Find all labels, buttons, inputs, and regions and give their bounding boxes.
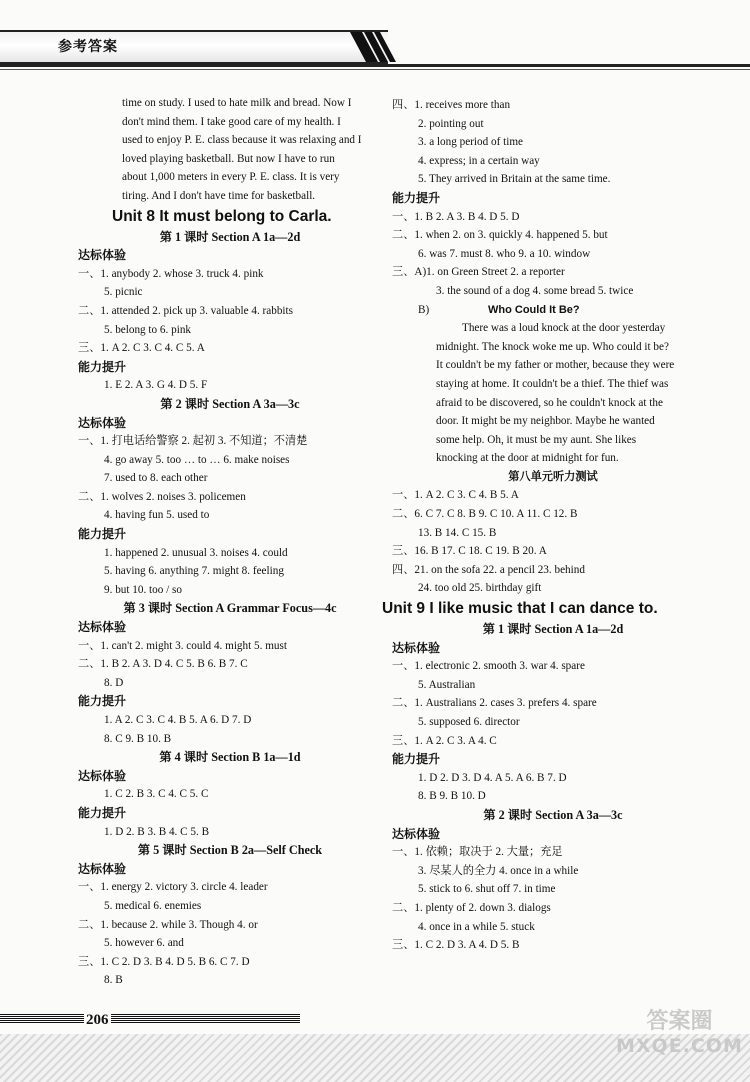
story-line: some help. Oh, it must be my aunt. She likes xyxy=(436,433,637,446)
answer-line: 1. happened 2. unusual 3. noises 4. could xyxy=(104,546,288,559)
answer-line: 四、21. on the sofa 22. a pencil 23. behind xyxy=(392,563,585,576)
answer-line: 一、1. A 2. C 3. C 4. B 5. A xyxy=(392,489,519,502)
section-heading: 达标体验 xyxy=(78,415,127,430)
answer-line: 二、6. C 7. C 8. B 9. C 10. A 11. C 12. B xyxy=(392,508,578,521)
page-header xyxy=(0,0,750,68)
answer-line: 9. but 10. too / so xyxy=(104,583,183,596)
answer-line: 3. a long period of time xyxy=(418,136,524,149)
section-heading: 达标体验 xyxy=(78,248,127,263)
answer-line: 1. D 2. B 3. B 4. C 5. B xyxy=(104,825,210,838)
answer-line: 三、1. A 2. C 3. A 4. C xyxy=(392,734,497,747)
essay-paragraph xyxy=(78,94,382,206)
section-heading: 能力提升 xyxy=(78,359,127,374)
header-rule-thin xyxy=(0,69,750,70)
story-line: midnight. The knock woke me up. Who could it be? xyxy=(436,340,669,353)
answer-line: 7. used to 8. each other xyxy=(104,472,208,485)
lesson-5-title: 第 5 课时 Section B 2a—Self Check xyxy=(137,843,323,858)
watermark-logo xyxy=(616,1010,743,1058)
story-line: door. It might be my neighbor. Maybe he wanted xyxy=(436,415,655,428)
answer-line: 二、1. plenty of 2. down 3. dialogs xyxy=(392,901,551,914)
section-heading: 能力提升 xyxy=(78,694,127,709)
right-column xyxy=(382,96,714,955)
section-heading: 达标体验 xyxy=(392,826,441,841)
watermark-text: 答案圈 xyxy=(646,1009,713,1034)
lesson-3-title: 第 3 课时 Section A Grammar Focus—4c xyxy=(123,601,337,616)
lesson-2-title: 第 2 课时 Section A 3a—3c xyxy=(160,396,300,411)
answer-line: 二、1. B 2. A 3. D 4. C 5. B 6. B 7. C xyxy=(78,658,248,671)
story-paragraph xyxy=(392,319,714,468)
section-heading: 能力提升 xyxy=(392,752,441,767)
answer-line: 13. B 14. C 15. B xyxy=(418,526,497,539)
story-line: afraid to be discovered, so he couldn't knock at the xyxy=(436,396,663,409)
left-column xyxy=(78,94,382,990)
unit-9-title: Unit 9 I like music that I can dance to. xyxy=(382,600,658,618)
answer-line: 5. Australian xyxy=(418,678,476,691)
page-number: 206 xyxy=(86,1012,109,1028)
lesson-4-title: 第 4 课时 Section B 1a—1d xyxy=(159,750,301,765)
answer-line: 8. B 9. B 10. D xyxy=(418,790,486,803)
section-heading: 达标体验 xyxy=(78,768,127,783)
answer-line: 四、1. receives more than xyxy=(392,99,511,111)
answer-line: 5. medical 6. enemies xyxy=(104,899,202,912)
section-heading: 能力提升 xyxy=(392,190,441,205)
answer-line: 5. They arrived in Britain at the same time. xyxy=(418,173,611,186)
answer-line: 二、1. wolves 2. noises 3. policemen xyxy=(78,490,246,503)
answer-line: 4. having fun 5. used to xyxy=(104,509,210,522)
section-heading: 达标体验 xyxy=(78,620,127,635)
lesson-1-title: 第 1 课时 Section A 1a—2d xyxy=(159,229,301,244)
answer-line: 二、1. when 2. on 3. quickly 4. happened 5. but xyxy=(392,229,608,242)
story-line: knocking at the door at midnight for fun. xyxy=(436,452,619,465)
answer-line: 三、1. C 2. D 3. B 4. D 5. B 6. C 7. D xyxy=(78,955,250,968)
answer-line: 3. the sound of a dog 4. some bread 5. twice xyxy=(436,284,634,297)
story-line: staying at home. It couldn't be a thief. The thief was xyxy=(436,377,669,390)
section-heading: 能力提升 xyxy=(78,805,127,820)
essay-line: time on study. I used to hate milk and bread. Now I xyxy=(122,97,352,109)
answer-line: 一、1. 打电话给警察 2. 起初 3. 不知道；不清楚 xyxy=(78,435,308,448)
answer-line: 1. C 2. B 3. C 4. C 5. C xyxy=(104,788,209,801)
section-heading: 能力提升 xyxy=(78,527,127,542)
essay-line: tiring. And I don't have time for basketball. xyxy=(122,189,316,202)
answer-line: 5. belong to 6. pink xyxy=(104,323,192,336)
answer-line: 8. B xyxy=(104,974,123,987)
answer-line: 二、1. Australians 2. cases 3. prefers 4. spare xyxy=(392,697,597,710)
answer-line: 三、1. C 2. D 3. A 4. D 5. B xyxy=(392,939,520,952)
answer-line: 二、1. attended 2. pick up 3. valuable 4. rabbits xyxy=(78,304,293,317)
story-title: Who Could It Be? xyxy=(488,303,580,316)
answer-line: 4. once in a while 5. stuck xyxy=(418,920,535,933)
listening-test-title: 第八单元听力测试 xyxy=(508,470,598,483)
header-rule xyxy=(0,64,750,67)
story-title-line xyxy=(392,301,714,320)
answer-line: 一、1. 依赖；取决于 2. 大量；充足 xyxy=(392,846,563,859)
header-stripes-icon xyxy=(348,30,400,64)
answer-line: 三、A)1. on Green Street 2. a reporter xyxy=(392,266,565,279)
part-b-label: B) xyxy=(418,303,430,316)
essay-line: loved playing basketball. But now I have to run xyxy=(122,152,335,165)
answer-line: 6. was 7. must 8. who 9. a 10. window xyxy=(418,247,591,260)
footer-bar xyxy=(0,1014,300,1024)
u9-lesson-1-title: 第 1 课时 Section A 1a—2d xyxy=(482,622,624,637)
header-title: 参考答案 xyxy=(58,39,118,55)
answer-line: 24. too old 25. birthday gift xyxy=(418,582,542,595)
answer-line: 一、1. electronic 2. smooth 3. war 4. spare xyxy=(392,660,585,673)
answer-line: 一、1. B 2. A 3. B 4. D 5. D xyxy=(392,210,520,223)
essay-line: about 1,000 meters in every P. E. class. It is very xyxy=(122,171,340,184)
answer-line: 5. however 6. and xyxy=(104,937,184,950)
answer-line: 一、1. energy 2. victory 3. circle 4. leader xyxy=(78,881,268,894)
section-heading: 达标体验 xyxy=(78,861,127,876)
essay-line: used to enjoy P. E. class because it was relaxing and I xyxy=(122,134,362,147)
u9-lesson-2-title: 第 2 课时 Section A 3a—3c xyxy=(483,807,623,822)
answer-line: 8. D xyxy=(104,676,124,689)
answer-line: 5. having 6. anything 7. might 8. feeling xyxy=(104,565,284,578)
watermark-url: MXQE.COM xyxy=(616,1035,743,1057)
answer-line: 5. supposed 6. director xyxy=(418,716,520,728)
story-line: There was a loud knock at the door yesterday xyxy=(462,322,666,335)
answer-line: 4. express; in a certain way xyxy=(418,154,540,167)
answer-line: 3. 尽某人的全力 4. once in a while xyxy=(418,864,579,877)
answer-line: 8. C 9. B 10. B xyxy=(104,732,172,745)
answer-line: 5. stick to 6. shut off 7. in time xyxy=(418,883,556,896)
answer-line: 二、1. because 2. while 3. Though 4. or xyxy=(78,918,258,931)
answer-line: 一、1. anybody 2. whose 3. truck 4. pink xyxy=(78,267,264,280)
answer-line: 1. E 2. A 3. G 4. D 5. F xyxy=(104,379,208,392)
answer-line: 2. pointing out xyxy=(418,117,484,130)
answer-line: 4. go away 5. too … to … 6. make noises xyxy=(104,453,290,466)
answer-line: 三、16. B 17. C 18. C 19. B 20. A xyxy=(392,545,547,558)
answer-line: 一、1. can't 2. might 3. could 4. might 5. must xyxy=(78,639,287,652)
unit-8-title: Unit 8 It must belong to Carla. xyxy=(112,207,332,225)
answer-line: 1. A 2. C 3. C 4. B 5. A 6. D 7. D xyxy=(104,714,252,726)
answer-line: 1. D 2. D 3. D 4. A 5. A 6. B 7. D xyxy=(418,771,567,784)
essay-line: don't mind them. I take good care of my health. I xyxy=(122,115,341,128)
story-line: It couldn't be my father or mother, because they were xyxy=(436,359,675,372)
section-heading: 达标体验 xyxy=(392,640,441,655)
answer-line: 三、1. A 2. C 3. C 4. C 5. A xyxy=(78,342,205,355)
answer-line: 5. picnic xyxy=(104,286,143,299)
